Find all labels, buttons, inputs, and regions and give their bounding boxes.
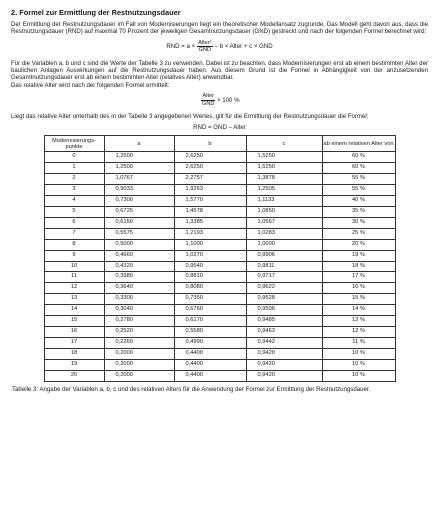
table-cell: 2 [44,174,104,185]
table-cell: 0,9485 [246,316,322,327]
table-row [44,359,395,370]
table-cell: 1,4578 [174,207,246,218]
table-header-row [44,136,395,152]
table-cell: 1,3878 [246,174,322,185]
table-cell: 16 % [322,283,395,294]
table-cell: 0,6150 [104,217,174,228]
table-cell: 9 [44,250,104,261]
table-cell: 1,5770 [174,196,246,207]
fallback-formula: RND = GND – Alter [193,124,246,132]
table-cell: 0,9906 [246,250,322,261]
table-cell: 0,9717 [246,272,322,283]
table-row [44,316,395,327]
table-cell: 0,6760 [174,305,246,316]
table-caption [11,386,428,393]
table-cell: 0,4400 [174,348,246,359]
table-cell: 1,0850 [246,207,322,218]
table-row [44,250,395,261]
table-cell: 13 [44,294,104,305]
table-row [44,196,395,207]
table-cell: 19 % [322,250,395,261]
table-cell: 1,1133 [246,196,322,207]
table-cell: 0,9420 [246,359,322,370]
table-caption-label: Tabelle 3: [12,385,39,393]
table-row [44,283,395,294]
table-cell: 20 [44,370,104,381]
table-row [44,217,395,228]
formula-right: – b × Alter + c × GND [214,43,273,51]
table-cell: 1 [44,163,104,174]
table-cell: 1,2500 [104,152,174,163]
table-cell: 10 % [322,359,395,370]
table-header-cell: Modernisierungs-punkte [44,136,104,152]
table-cell: 55 % [322,174,395,185]
table-row [44,305,395,316]
table-cell: 0,2000 [104,359,174,370]
table-cell: 1,5250 [246,152,322,163]
formula-numerator: Alter² [198,39,212,46]
table-cell: 0,9540 [174,261,246,272]
relative-age-fraction [201,93,215,107]
table-row [44,348,395,359]
fallback-paragraph: Liegt das relative Alter unterhalb des in der Tabelle 3 angegebenen Wertes, gilt für die Ermittlung der Restnutzungsdauer die Formel: [11,113,369,121]
table-row [44,163,395,174]
table-cell: 1,2505 [246,185,322,196]
table-cell: 0,8080 [174,283,246,294]
table-body [44,152,395,381]
table-cell: 7 [44,228,104,239]
table-cell: 1,0767 [104,174,174,185]
table-cell: 12 [44,283,104,294]
table-cell: 2,6250 [174,163,246,174]
formula-left: RND = a × [166,43,196,51]
table-cell: 0,2000 [104,348,174,359]
variables-paragraph: Für die Variablen a, b und c sind die Werte der Tabelle 3 zu verwenden. Dabei ist zu beachten, dass Modernisierungen erst ab einem bestimmten Alter der baulichen Anlagen Auswirkungen auf die Restnutzungsdauer haben. Aus diesem Grund ist die Formel in Abhängigkeit von der anzusetzenden Gesamtnutzungsdauer erst ab einem bestimmten Alter (relatives Alter) anwendbar. [11,59,428,82]
table-row [44,294,395,305]
relative-age-denominator: GND [202,100,215,107]
table-header-cell: b [174,136,246,152]
table-row [44,174,395,185]
table-cell: 0,4400 [174,359,246,370]
variables-table [44,135,396,381]
table-cell: 0,9622 [246,283,322,294]
table-cell: 60 % [322,152,395,163]
table-cell: 0,4660 [104,250,174,261]
table-header-cell: c [246,136,322,152]
table-caption-text: Angabe der Variablen a, b, c und des relativen Alters für die Anwendung der Formel zur Ermittlung der Restnutzungsdauer. [39,385,371,393]
table-cell: 55 % [322,185,395,196]
table-cell: 16 [44,326,104,337]
table-cell: 0,7300 [104,196,174,207]
table-header-cell: a [104,136,174,152]
table-cell: 0,9811 [246,261,322,272]
table-cell: 1,0270 [174,250,246,261]
relative-age-numerator: Alter [202,93,214,100]
table-cell: 0,3980 [104,272,174,283]
table-cell: 1,0567 [246,217,322,228]
table-cell: 1,2193 [174,228,246,239]
table-cell: 0,2780 [104,316,174,327]
table-cell: 1,0283 [246,228,322,239]
table-cell: 13 % [322,316,395,327]
table-cell: 0,9442 [246,337,322,348]
table-cell: 0,9420 [246,370,322,381]
formula-denominator: GND [198,47,212,54]
table-row [44,152,395,163]
table-cell: 10 % [322,370,395,381]
table-cell: 1,9263 [174,185,246,196]
table-cell: 30 % [322,217,395,228]
table-row [44,337,395,348]
table-row [44,185,395,196]
table-cell: 1,5250 [246,163,322,174]
section-heading: 2. Formel zur Ermittlung der Restnutzungsdauer [11,8,181,17]
table-cell: 0,6170 [174,316,246,327]
table-cell: 20 % [322,239,395,250]
table-cell: 18 [44,348,104,359]
table-cell: 17 [44,337,104,348]
table-row [44,370,395,381]
table-cell: 11 [44,272,104,283]
table-cell: 18 % [322,261,395,272]
table-cell: 0,5580 [174,326,246,337]
table-row [44,261,395,272]
formula-fraction [197,40,212,54]
table-cell: 15 % [322,294,395,305]
table-cell: 1,3385 [174,217,246,228]
table-cell: 17 % [322,272,395,283]
table-cell: 60 % [322,163,395,174]
relative-age-right: × 100 % [216,96,240,104]
table-cell: 0,7350 [174,294,246,305]
table-cell: 35 % [322,207,395,218]
table-cell: 0,3300 [104,294,174,305]
table-row [44,326,395,337]
table-cell: 6 [44,217,104,228]
table-cell: 15 [44,316,104,327]
table-cell: 10 [44,261,104,272]
table-cell: 0 [44,152,104,163]
table-row [44,207,395,218]
table-cell: 0,4400 [174,370,246,381]
table-cell: 12 % [322,326,395,337]
table-cell: 0,9528 [246,294,322,305]
table-cell: 14 % [322,305,395,316]
intro-paragraph: Der Ermittlung der Restnutzungsdauer im Fall von Modernisierungen liegt ein theoretischer Modellansatz zugrunde. Das Modell geht davon aus, dass die Restnutzungsdauer (RND) auf maximal 70 Prozent der jeweiligen Gesamtnutzungsdauer (GND) gestreckt und nach der folgenden Formel berechnet wird: [11,21,428,36]
table-cell: 0,8810 [174,272,246,283]
table-cell: 3 [44,185,104,196]
table-cell: 1,2500 [104,163,174,174]
table-row [44,239,395,250]
table-header-cell: ab einem relativen Alter von [322,136,395,152]
table-cell: 0,9463 [246,326,322,337]
table-row [44,272,395,283]
table-row [44,228,395,239]
table-cell: 0,5000 [104,239,174,250]
table-cell: 0,4990 [174,337,246,348]
table-cell: 0,9506 [246,305,322,316]
table-cell: 0,9420 [246,348,322,359]
relative-age-intro: Das relative Alter wird nach der folgenden Formel ermittelt: [11,81,170,89]
table-cell: 40 % [322,196,395,207]
table-cell: 8 [44,239,104,250]
table-cell: 0,2260 [104,337,174,348]
table-cell: 2,6250 [174,152,246,163]
table-cell: 11 % [322,337,395,348]
table-cell: 19 [44,359,104,370]
rnd-formula [11,40,428,54]
table-cell: 2,2757 [174,174,246,185]
table-cell: 1,1000 [174,239,246,250]
relative-age-formula [11,93,428,107]
table-cell: 1,0000 [246,239,322,250]
table-cell: 14 [44,305,104,316]
table-cell: 5 [44,207,104,218]
table-cell: 0,9033 [104,185,174,196]
table-cell: 0,3640 [104,283,174,294]
table-cell: 0,2520 [104,326,174,337]
table-cell: 25 % [322,228,395,239]
table-cell: 0,6725 [104,207,174,218]
table-cell: 0,4320 [104,261,174,272]
table-cell: 0,3040 [104,305,174,316]
table-cell: 10 % [322,348,395,359]
table-cell: 4 [44,196,104,207]
table-cell: 0,2000 [104,370,174,381]
table-cell: 0,5575 [104,228,174,239]
